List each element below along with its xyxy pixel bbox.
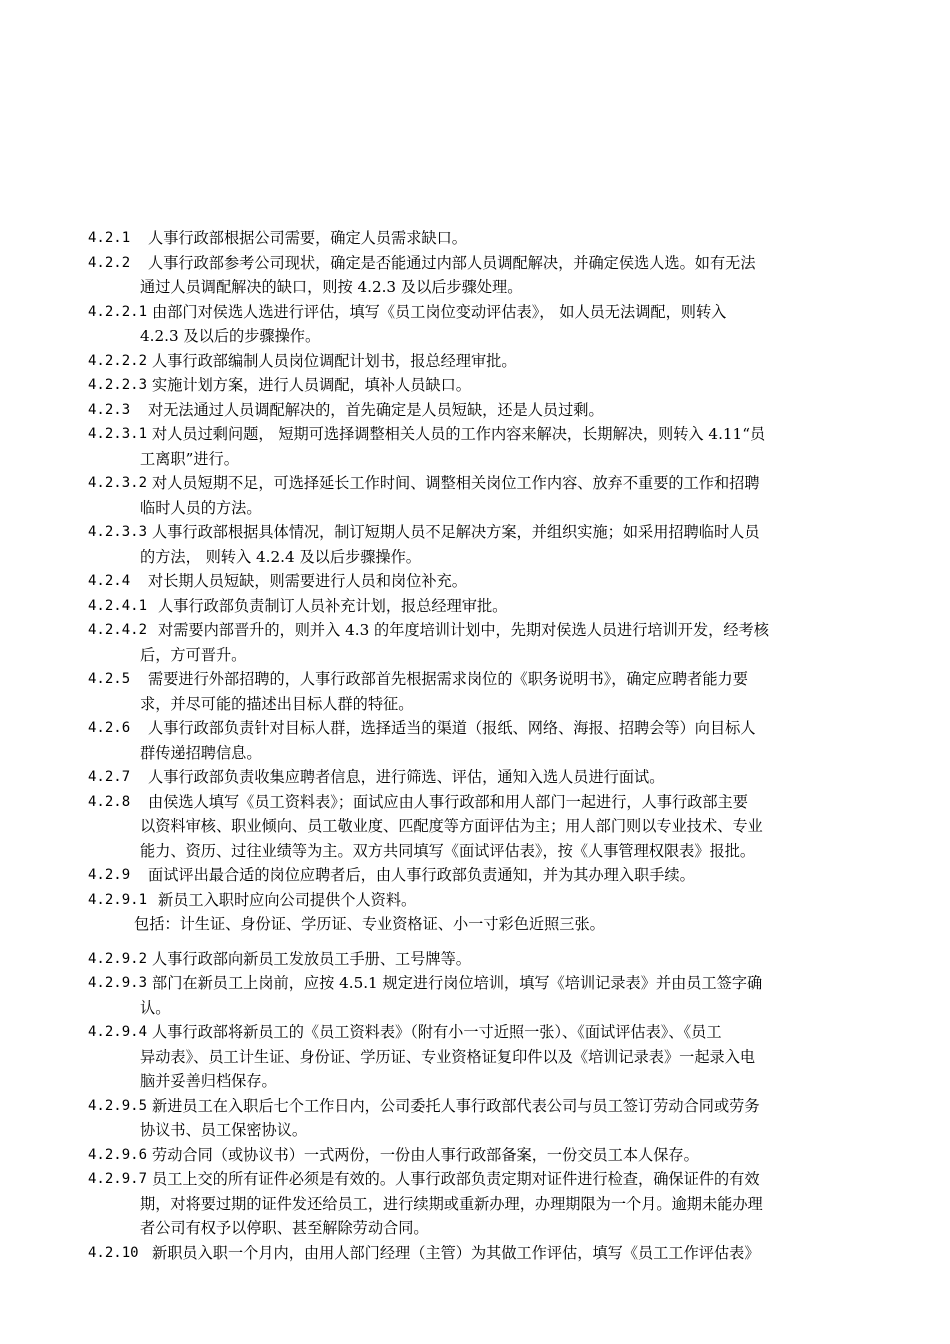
clause-text-line: 员工上交的所有证件必须是有效的。人事行政部负责定期对证件进行检查，确保证件的有效 (152, 1170, 760, 1188)
clause-paragraph (88, 1167, 866, 1241)
clause-paragraph (88, 716, 866, 765)
clause-paragraph (88, 226, 866, 251)
clause-text-line: 临时人员的方法。 (140, 498, 262, 517)
clause-text-line: 人事行政部根据公司需要，确定人员需求缺口。 (148, 229, 467, 247)
clause-text-line: 面试评出最合适的岗位应聘者后，由人事行政部负责通知，并为其办理入职手续。 (148, 866, 695, 884)
clause-paragraph (88, 422, 866, 471)
clause-number: 4.2.9.3 (88, 975, 148, 991)
clause-text-line: 人事行政部负责制订人员补充计划，报总经理审批。 (158, 596, 508, 615)
clause-number: 4.2.9.1 (88, 891, 148, 908)
clause-paragraph (88, 667, 866, 716)
clause-paragraph (88, 251, 866, 300)
clause-paragraph (88, 618, 866, 667)
clause-paragraph (88, 888, 866, 937)
clause-text-line: 对人员过剩问题， 短期可选择调整相关人员的工作内容来解决，长期解决，则转入 4.11“员 (152, 425, 766, 443)
clause-paragraph (88, 1143, 866, 1168)
clause-text-line: 实施计划方案，进行人员调配，填补人员缺口。 (152, 376, 471, 394)
clause-text-line: 脑并妥善归档保存。 (140, 1072, 277, 1090)
clause-number: 4.2.7 (88, 769, 131, 785)
clause-paragraph (88, 947, 866, 972)
clause-text-line: 人事行政部负责针对目标人群，选择适当的渠道（报纸、网络、海报、招聘会等）向目标人 (148, 719, 756, 737)
clause-number: 4.2.10 (88, 1244, 139, 1261)
clause-paragraph (88, 1020, 866, 1094)
clause-text-line: 期，对将要过期的证件发还给员工，进行续期或重新办理，办理期限为一个月。逾期未能办理 (140, 1194, 763, 1213)
clause-paragraph (88, 520, 866, 569)
clause-number: 4.2.6 (88, 720, 131, 736)
clause-number: 4.2.3.1 (88, 426, 148, 442)
clause-number: 4.2.3 (88, 401, 131, 418)
clause-paragraph (88, 373, 866, 398)
clause-number: 4.2.5 (88, 671, 131, 687)
clause-number: 4.2.9.2 (88, 950, 148, 967)
clause-number: 4.2.4.1 (88, 597, 148, 614)
clause-text-line: 新进员工在入职后七个工作日内，公司委托人事行政部代表公司与员工签订劳动合同或劳务 (152, 1096, 760, 1115)
clause-paragraph (88, 1241, 866, 1266)
clause-paragraph (88, 594, 866, 619)
clause-text-line: 以资料审核、职业倾向、员工敬业度、匹配度等方面评估为主；用人部门则以专业技术、专业 (140, 817, 763, 835)
clause-number: 4.2.4.2 (88, 622, 148, 638)
clause-text-line: 包括：计生证、身份证、学历证、专业资格证、小一寸彩色近照三张。 (134, 915, 605, 933)
clause-text-line: 的方法， 则转入 4.2.4 及以后步骤操作。 (140, 547, 421, 566)
clause-number: 4.2.9.7 (88, 1171, 148, 1187)
clause-text-line: 对需要内部晋升的，则并入 4.3 的年度培训计划中，先期对侯选人员进行培训开发，经考核 (158, 621, 769, 639)
clause-text-line: 对无法通过人员调配解决的，首先确定是人员短缺，还是人员过剩。 (148, 400, 604, 419)
clause-text-line: 者公司有权予以停职、甚至解除劳动合同。 (140, 1219, 429, 1237)
clause-paragraph (88, 971, 866, 1020)
clause-number: 4.2.8 (88, 793, 131, 810)
clause-number: 4.2.9.6 (88, 1146, 148, 1163)
clause-number: 4.2.2.1 (88, 303, 148, 320)
clause-number: 4.2.4 (88, 573, 131, 589)
clause-text-line: 异动表》、员工计生证、身份证、学历证、专业资格证复印件以及《培训记录表》一起录入电 (140, 1047, 756, 1066)
clause-number: 4.2.3.2 (88, 475, 148, 491)
clause-paragraph (88, 471, 866, 520)
clause-number: 4.2.2.2 (88, 352, 148, 369)
clause-text-line: 由侯选人填写《员工资料表》；面试应由人事行政部和用人部门一起进行，人事行政部主要 (148, 792, 748, 811)
clause-text-line: 对人员短期不足，可选择延长工作时间、调整相关岗位工作内容、放弃不重要的工作和招聘 (152, 474, 760, 492)
clause-text-line: 求，并尽可能的描述出目标人群的特征。 (140, 694, 414, 713)
clause-text-line: 需要进行外部招聘的，人事行政部首先根据需求岗位的《职务说明书》，确定应聘者能力要 (148, 670, 748, 688)
clause-paragraph (88, 569, 866, 594)
paragraph-gap (88, 937, 866, 947)
clause-paragraph (88, 300, 866, 349)
clause-text-line: 群传递招聘信息。 (140, 743, 262, 762)
clause-text-line: 新员工入职时应向公司提供个人资料。 (158, 890, 417, 909)
clause-number: 4.2.1 (88, 230, 131, 246)
clause-paragraph (88, 398, 866, 423)
clause-text-line: 由部门对侯选人选进行评估，填写《员工岗位变动评估表》， 如人员无法调配，则转入 (152, 302, 727, 321)
clause-text-line: 新职员入职一个月内，由用人部门经理（主管）为其做工作评估，填写《员工工作评估表》 (152, 1243, 760, 1262)
clause-text-line: 人事行政部向新员工发放员工手册、工号牌等。 (152, 949, 471, 968)
clause-paragraph (88, 765, 866, 790)
clause-paragraph (88, 1094, 866, 1143)
clause-paragraph (88, 349, 866, 374)
clause-text-line: 能力、资历、过往业绩等为主。双方共同填写《面试评估表》，按《人事管理权限表》报批。 (140, 841, 756, 860)
clause-text-line: 部门在新员工上岗前，应按 4.5.1 规定进行岗位培训，填写《培训记录表》并由员工签字确 (152, 974, 763, 992)
clause-paragraph (88, 863, 866, 888)
clause-number: 4.2.2.3 (88, 377, 148, 393)
clause-text-line: 工离职”进行。 (140, 449, 239, 468)
clause-text-line: 协议书、员工保密协议。 (140, 1121, 308, 1139)
clause-number: 4.2.3.3 (88, 524, 148, 540)
clause-text-line: 人事行政部将新员工的《员工资料表》（附有小一寸近照一张）、《面试评估表》、《员工 (152, 1023, 722, 1041)
document-body (88, 226, 866, 1265)
clause-paragraph (88, 790, 866, 864)
clause-number: 4.2.9.4 (88, 1024, 148, 1040)
clause-text-line: 通过人员调配解决的缺口，则按 4.2.3 及以后步骤处理。 (140, 278, 523, 296)
clause-text-line: 人事行政部编制人员岗位调配计划书，报总经理审批。 (152, 351, 517, 370)
clause-text-line: 认。 (140, 998, 171, 1017)
clause-text-line: 对长期人员短缺，则需要进行人员和岗位补充。 (148, 572, 467, 590)
clause-text-line: 劳动合同（或协议书）一式两份，一份由人事行政部备案，一份交员工本人保存。 (152, 1145, 699, 1164)
clause-number: 4.2.9.5 (88, 1097, 148, 1114)
clause-text-line: 人事行政部根据具体情况，制订短期人员不足解决方案，并组织实施；如采用招聘临时人员 (152, 523, 760, 541)
clause-number: 4.2.2 (88, 254, 131, 271)
clause-number: 4.2.9 (88, 867, 131, 883)
clause-text-line: 后，方可晋升。 (140, 645, 247, 664)
clause-text-line: 人事行政部参考公司现状，确定是否能通过内部人员调配解决，并确定侯选人选。如有无法 (148, 253, 756, 272)
clause-text-line: 人事行政部负责收集应聘者信息，进行筛选、评估，通知入选人员进行面试。 (148, 768, 665, 786)
clause-text-line: 4.2.3 及以后的步骤操作。 (140, 327, 321, 345)
